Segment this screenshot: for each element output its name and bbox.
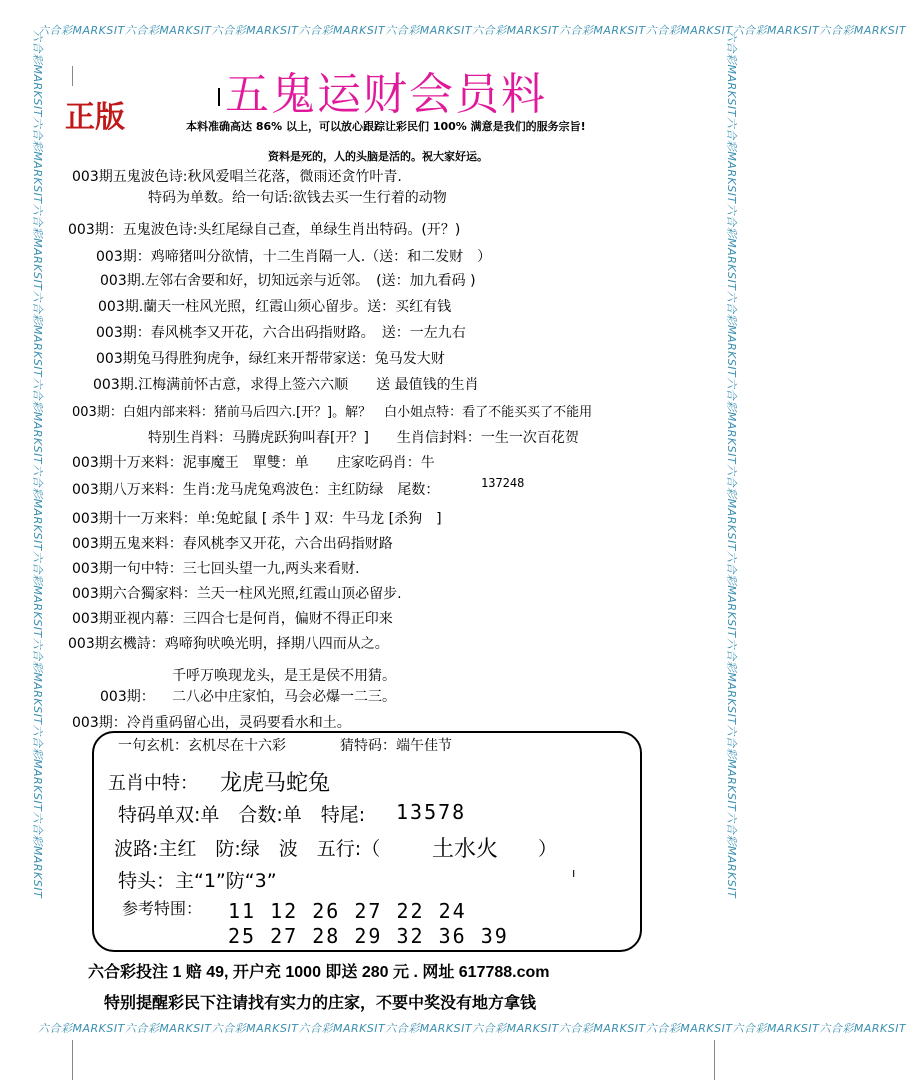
cankao-label: 参考特围：	[122, 899, 203, 918]
line-8wan: 003期八万来料：生肖:龙马虎兔鸡波色：主红防绿 尾数：	[72, 482, 440, 498]
line-erba: 二八必中庄家怕，马会必爆一二三。	[172, 689, 396, 705]
title-bar	[218, 88, 220, 106]
line-baijie: 003期：白姐内部来料：猪前马后四六.[开？]。解？ 白小姐点特：看了不能买买了不能用	[72, 405, 593, 420]
guess-line: 猜特码：端午佳节	[340, 738, 452, 754]
line-one-phrase: 003期一句中特：三七回头望一九,两头来看财.	[72, 561, 360, 577]
genuine-badge: 正版	[65, 100, 125, 135]
footer-warning: 特别提醒彩民下注请找有实力的庄家，不要中奖没有地方拿钱	[104, 993, 537, 1012]
numbers-row-1: 11 12 26 27 22 24	[228, 899, 467, 923]
line-003-label: 003期：	[100, 689, 155, 705]
accuracy-note: 本料准确高达 86% 以上，可以放心跟踪让彩民们 100% 满意是我们的服务宗旨!	[186, 120, 586, 133]
line-qianhu: 千呼万唤现龙头，是王是侯不用猜。	[172, 668, 396, 684]
page-title: 五鬼运财会员料	[225, 69, 547, 120]
watermark-top: 六合彩MARKSIT六合彩MARKSIT六合彩MARKSIT六合彩MARKSIT六合彩MARKSIT六合彩MARKSIT六合彩MARKSIT六合彩MARKSIT六合彩MARKSIT六合彩MARKSIT	[38, 24, 906, 37]
edge-line-right	[714, 1040, 715, 1080]
watermark-left: 六合彩MARKSIT六合彩MARKSIT六合彩MARKSIT六合彩MARKSIT六合彩MARKSIT六合彩MARKSIT六合彩MARKSIT六合彩MARKSIT六合彩MARKSIT六合彩MARKSIT	[31, 30, 44, 899]
danshuang-line: 特码单双:单 合数:单 特尾:	[118, 804, 366, 826]
line-chunfeng: 003期：春风桃李又开花，六合出码指财路。 送：一左九右	[96, 325, 466, 341]
tick-mark: ı	[572, 866, 576, 880]
line-10wan: 003期十万来料：泥事魔王 單雙：单 庄家吃码肖：牛	[72, 455, 435, 471]
edge-line-left	[72, 1040, 73, 1080]
line-special-zodiac: 特别生肖料：马腾虎跃狗叫春[开？] 生肖信封料：一生一次百花贺	[148, 430, 579, 446]
footer-ad: 六合彩投注 1 赔 49, 开户充 1000 即送 280 元 . 网址 617788.com	[88, 964, 550, 981]
line-wugui-color: 003期：五鬼波色诗:头红尾绿自己查，单绿生肖出特码。(开？)	[68, 222, 461, 238]
line-hint: 特码为单数。给一句话:欲钱去买一生行着的动物	[148, 190, 447, 206]
bolu-line: 波路:主红 防:绿 波 五行:（	[114, 838, 381, 860]
line-yashi: 003期亚视内幕：三四合七是何肖，偏财不得正印来	[72, 611, 393, 627]
line-xuanji-poem: 003期玄機詩：鸡啼狗吠唤光明，择期八四而从之。	[68, 636, 389, 652]
line-lantian: 003期.蘭天一柱风光照，红霞山须心留步。送：买红有钱	[98, 299, 452, 315]
watermark-right: 六合彩MARKSIT六合彩MARKSIT六合彩MARKSIT六合彩MARKSIT六合彩MARKSIT六合彩MARKSIT六合彩MARKSIT六合彩MARKSIT六合彩MARKSIT六合彩MARKSIT	[725, 30, 738, 899]
tetou-line: 特头：主“1”防“3”	[118, 870, 277, 892]
line-zuolin: 003期.左邻右舍要和好，切知远亲与近邻。 (送：加九看码 )	[100, 273, 476, 289]
wuxing-value: 土水火	[432, 837, 499, 862]
motto-note: 资料是死的，人的头脑是活的。祝大家好运。	[268, 150, 488, 163]
watermark-bottom: 六合彩MARKSIT六合彩MARKSIT六合彩MARKSIT六合彩MARKSIT六合彩MARKSIT六合彩MARKSIT六合彩MARKSIT六合彩MARKSIT六合彩MARKSIT六合彩MARKSIT	[38, 1022, 906, 1035]
wuxing-close: ）	[538, 838, 558, 860]
line-liuhe-exclusive: 003期六合獨家料：兰天一柱风光照,红霞山顶必留步.	[72, 586, 402, 602]
line-ji-zhu: 003期：鸡啼猪叫分欲情，十二生肖隔一人.（送：和二发财 ）	[96, 249, 492, 265]
line-lengxiao: 003期：冷肖重码留心出，灵码要看水和土。	[72, 715, 351, 731]
tail-number: 137248	[481, 476, 525, 490]
xuanji-line: 一句玄机：玄机尽在十六彩	[118, 738, 286, 754]
line-jiangmei: 003期.江梅满前怀古意，求得上签六六顺 送 最值钱的生肖	[93, 377, 479, 393]
line-11wan: 003期十一万来料：单:兔蛇鼠 [ 杀牛 ] 双：牛马龙 [杀狗 ]	[72, 511, 442, 527]
line-tuma: 003期兔马得胜狗虎争，绿红来开帮带家送：兔马发大财	[96, 351, 445, 367]
line-wugui-source: 003期五鬼来料：春风桃李又开花，六合出码指财路	[72, 536, 393, 552]
wuxiao-label: 五肖中特：	[108, 773, 198, 794]
tewei-value: 13578	[396, 800, 467, 824]
edge-line-top-left	[72, 66, 73, 86]
line-wugui-poem: 003期五鬼波色诗:秋风爱唱兰花落，微雨还贪竹叶青.	[72, 169, 402, 185]
numbers-row-2: 25 27 28 29 32 36 39	[228, 924, 509, 948]
wuxiao-value: 龙虎马蛇兔	[220, 771, 331, 796]
